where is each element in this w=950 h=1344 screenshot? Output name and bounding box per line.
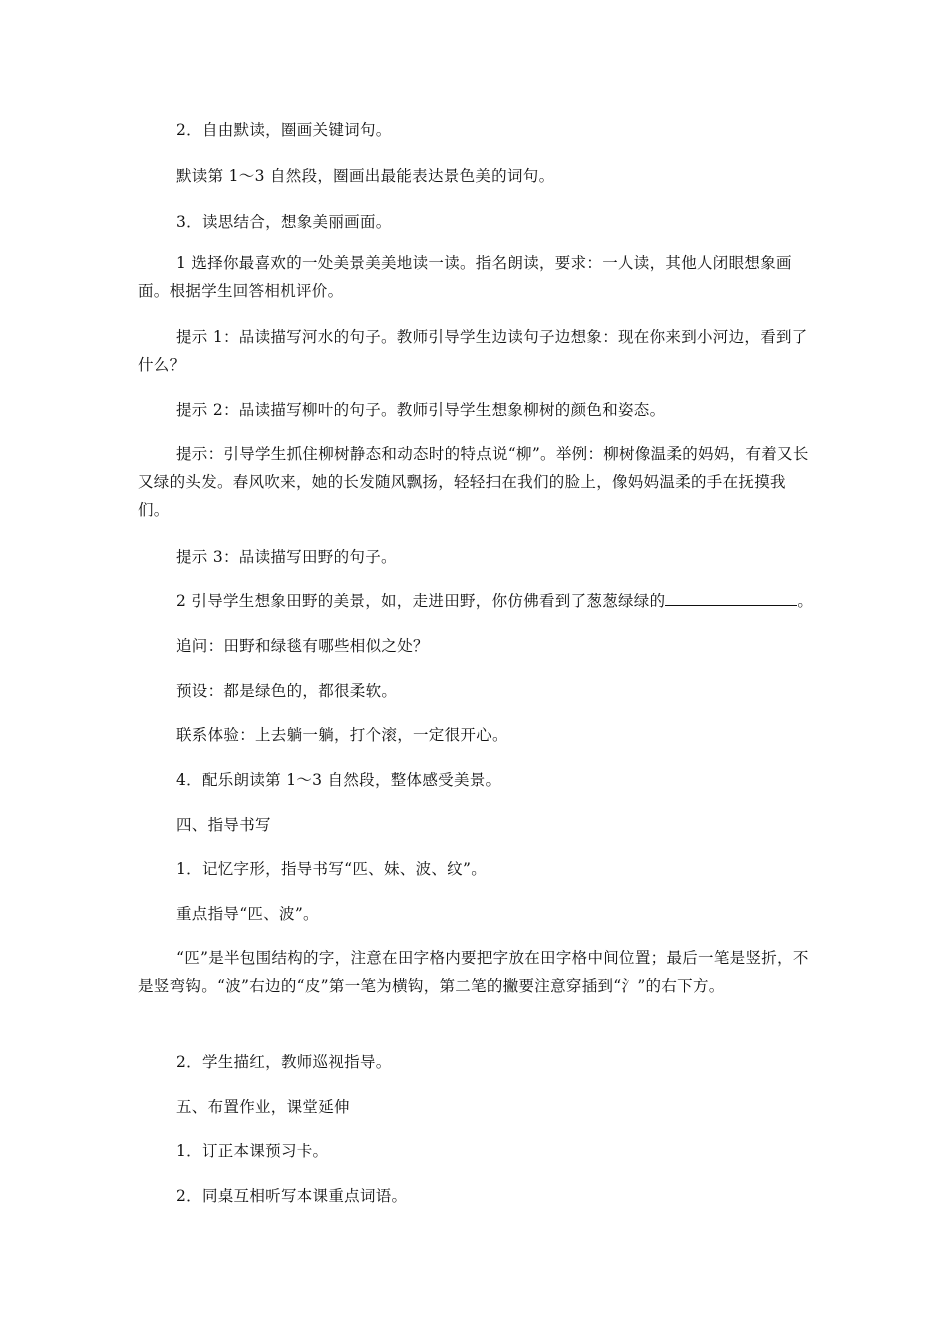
hint-3-field: 提示 3：品读描写田野的句子。 — [176, 548, 397, 566]
step-2-heading: 2．自由默读，圈画关键词句。 — [176, 121, 392, 139]
section-4-heading: 四、指导书写 — [176, 816, 271, 834]
hint-1-river: 提示 1：品读描写河水的句子。教师引导学生边读句子边想象：现在你来到小河边，看到了什么？ — [138, 328, 808, 374]
step-3-heading: 3．读思结合，想象美丽画面。 — [176, 213, 392, 231]
homework-2: 2．同桌互相听写本课重点词语。 — [176, 1187, 408, 1205]
key-characters: 重点指导“匹、波”。 — [176, 905, 319, 923]
experience-link: 联系体验：上去躺一躺，打个滚，一定很开心。 — [176, 726, 508, 744]
favorite-scene-reading: 1 选择你最喜欢的一处美景美美地读一读。指名朗读，要求：一人读，其他人闭眼想象画面。根据学生回答相机评价。 — [138, 254, 792, 300]
field-imagination-prompt — [176, 587, 836, 615]
expected-answer: 预设：都是绿色的，都很柔软。 — [176, 682, 398, 700]
character-stroke-guide: “匹”是半包围结构的字，注意在田字格内要把字放在田字格中间位置；最后一笔是竖折，不是竖弯钩。“波”右边的“皮”第一笔为横钩，第二笔的撇要注意穿插到“氵”的右下方。 — [138, 949, 809, 995]
step-4-heading: 4．配乐朗读第 1～3 自然段，整体感受美景。 — [176, 771, 502, 789]
homework-1: 1．订正本课预习卡。 — [176, 1142, 329, 1160]
silent-reading-instruction: 默读第 1～3 自然段，圈画出最能表达景色美的词句。 — [176, 167, 555, 185]
writing-step-1: 1．记忆字形，指导书写“匹、妹、波、纹”。 — [176, 860, 488, 878]
writing-step-2: 2．学生描红，教师巡视指导。 — [176, 1053, 392, 1071]
follow-up-question: 追问：田野和绿毯有哪些相似之处？ — [176, 637, 429, 655]
prompt-text: 2 引导学生想象田野的美景，如，走进田野，你仿佛看到了葱葱绿绿的 — [176, 592, 666, 610]
hint-willow-example: 提示：引导学生抓住柳树静态和动态时的特点说“柳”。举例：柳树像温柔的妈妈，有着又长又绿的头发。春风吹来，她的长发随风飘扬，轻轻扫在我们的脸上，像妈妈温柔的手在抚摸我们。 — [138, 445, 809, 519]
hint-2-willow: 提示 2：品读描写柳叶的句子。教师引导学生想象柳树的颜色和姿态。 — [176, 401, 666, 419]
prompt-end: 。 — [797, 592, 814, 610]
section-5-heading: 五、布置作业，课堂延伸 — [176, 1098, 350, 1116]
fill-in-blank — [665, 591, 797, 606]
